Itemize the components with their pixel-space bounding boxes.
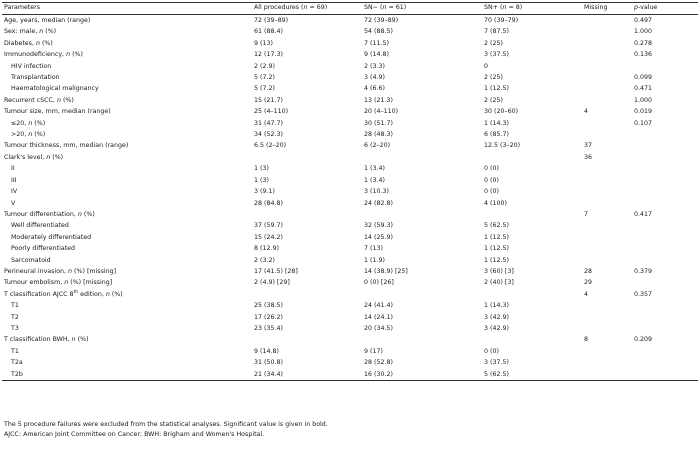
cell-p: 0.357 bbox=[634, 290, 653, 298]
cell-p: 0.278 bbox=[634, 39, 653, 47]
row-label-text: HIV infection bbox=[11, 62, 52, 70]
row-label bbox=[2, 83, 252, 94]
cell-p: 0.497 bbox=[634, 17, 653, 24]
row-label bbox=[2, 61, 252, 72]
row-label-text: T2 bbox=[11, 313, 19, 321]
cell-all: 5 (7.2) bbox=[254, 85, 275, 93]
cell-p bbox=[632, 357, 698, 368]
header-missing: Missing bbox=[584, 4, 608, 11]
row-label-text: Tumour size, mm, median (range) bbox=[4, 108, 111, 116]
cell-miss bbox=[582, 220, 632, 231]
cell-all: 31 (50.8) bbox=[254, 359, 283, 367]
row-label-text: Recurrent cSCC, n (%) bbox=[4, 96, 74, 104]
cell-neg: 14 (38.9) [25] bbox=[364, 267, 408, 275]
table-row bbox=[2, 255, 698, 266]
cell-all: 23 (35.4) bbox=[254, 324, 283, 332]
table-row bbox=[2, 220, 698, 231]
row-label-text: T1 bbox=[11, 302, 19, 310]
row-label-text: Sarcomatoid bbox=[11, 256, 51, 264]
table-row bbox=[2, 300, 698, 311]
cell-p bbox=[632, 312, 698, 323]
cell-miss: 4 bbox=[584, 290, 589, 298]
cell-neg: 1 (1.9) bbox=[364, 256, 385, 264]
cell-miss bbox=[582, 369, 632, 381]
row-label bbox=[2, 346, 252, 357]
cell-p bbox=[632, 300, 698, 311]
cell-all: 28 (84.8) bbox=[254, 199, 283, 207]
table-row bbox=[2, 289, 698, 300]
table-row bbox=[2, 38, 698, 49]
cell-pos bbox=[482, 209, 582, 220]
header-p-value: p-value bbox=[634, 4, 658, 11]
cell-miss bbox=[582, 323, 632, 334]
row-label-text: Transplantation bbox=[11, 74, 60, 82]
row-label-text: Tumour differentiation, n (%) bbox=[4, 210, 95, 218]
table-row bbox=[2, 334, 698, 345]
table-row bbox=[2, 140, 698, 151]
cell-p bbox=[632, 243, 698, 254]
cell-pos: 2 (40) [3] bbox=[484, 279, 514, 287]
cell-all: 61 (88.4) bbox=[254, 28, 283, 36]
cell-neg: 2 (3.3) bbox=[364, 62, 385, 70]
cell-all: 3 (9.1) bbox=[254, 188, 275, 196]
cell-pos: 3 (42.9) bbox=[484, 313, 509, 321]
table-row bbox=[2, 175, 698, 186]
cell-miss bbox=[582, 61, 632, 72]
table-row bbox=[2, 15, 698, 27]
cell-all: 17 (41.5) [28] bbox=[254, 267, 298, 275]
header-sn-negative: SN− (n = 61) bbox=[364, 4, 407, 11]
row-label bbox=[2, 72, 252, 83]
cell-miss bbox=[582, 83, 632, 94]
cell-pos: 3 (37.5) bbox=[484, 359, 509, 367]
row-label-text: T classification BWH, n (%) bbox=[4, 336, 89, 344]
row-label bbox=[2, 95, 252, 106]
cell-miss bbox=[582, 72, 632, 83]
row-label bbox=[2, 129, 252, 140]
cell-neg: 24 (41.4) bbox=[364, 302, 393, 310]
cell-all: 6.5 (2–20) bbox=[254, 142, 287, 150]
cell-p: 0.379 bbox=[634, 267, 653, 275]
cell-all: 25 (4–110) bbox=[254, 108, 289, 116]
table-row bbox=[2, 209, 698, 220]
cell-all: 9 (14.8) bbox=[254, 347, 279, 355]
cell-p bbox=[632, 186, 698, 197]
cell-p bbox=[632, 175, 698, 186]
cell-miss bbox=[582, 49, 632, 60]
cell-neg: 3 (10.3) bbox=[364, 188, 389, 196]
cell-all: 2 (2.9) bbox=[254, 62, 275, 70]
cell-all: 2 (4.9) [29] bbox=[254, 279, 290, 287]
cell-neg: 7 (13) bbox=[364, 245, 383, 253]
cell-pos: 4 (100) bbox=[484, 199, 507, 207]
row-label bbox=[2, 220, 252, 231]
cell-pos: 1 (12.5) bbox=[484, 233, 509, 241]
table-row bbox=[2, 323, 698, 334]
cell-all: 37 (59.7) bbox=[254, 222, 283, 230]
cell-pos: 3 (60) [3] bbox=[484, 267, 514, 275]
row-label bbox=[2, 175, 252, 186]
row-label bbox=[2, 277, 252, 288]
cell-miss: 28 bbox=[584, 267, 593, 275]
table-row bbox=[2, 232, 698, 243]
cell-miss: 4 bbox=[584, 108, 589, 116]
row-label bbox=[2, 198, 252, 209]
table-row bbox=[2, 346, 698, 357]
cell-p bbox=[632, 61, 698, 72]
row-label-text: T2b bbox=[11, 370, 23, 378]
table-row bbox=[2, 357, 698, 368]
cell-p: 1.000 bbox=[634, 96, 653, 104]
cell-miss bbox=[582, 357, 632, 368]
row-label bbox=[2, 369, 252, 381]
cell-all: 17 (26.2) bbox=[254, 313, 283, 321]
table-row bbox=[2, 72, 698, 83]
row-label-text: Immunodeficiency, n (%) bbox=[4, 51, 83, 59]
cell-neg bbox=[362, 209, 482, 220]
row-label-text: Sex: male, n (%) bbox=[4, 28, 57, 36]
cell-all: 5 (7.2) bbox=[254, 74, 275, 82]
cell-miss bbox=[582, 346, 632, 357]
cell-neg bbox=[362, 334, 482, 345]
cell-neg: 1 (3.4) bbox=[364, 165, 385, 173]
row-label bbox=[2, 49, 252, 60]
cell-p bbox=[632, 129, 698, 140]
cell-p: 0.136 bbox=[634, 51, 653, 59]
row-label-text: Perineural invasion, n (%) [missing] bbox=[4, 267, 117, 275]
cell-neg: 30 (51.7) bbox=[364, 119, 393, 127]
cell-neg: 14 (25.9) bbox=[364, 233, 393, 241]
table-row bbox=[2, 106, 698, 117]
cell-pos: 3 (37.5) bbox=[484, 51, 509, 59]
cell-miss bbox=[582, 232, 632, 243]
row-label bbox=[2, 255, 252, 266]
cell-all: 31 (47.7) bbox=[254, 119, 283, 127]
cell-all: 2 (3.2) bbox=[254, 256, 275, 264]
row-label bbox=[2, 152, 252, 163]
cell-miss bbox=[582, 118, 632, 129]
row-label bbox=[2, 163, 252, 174]
cell-neg: 6 (2–20) bbox=[364, 142, 391, 150]
cell-neg: 72 (39–89) bbox=[364, 17, 399, 24]
header-parameters: Parameters bbox=[4, 4, 41, 11]
row-label-text: Tumour embolism, n (%) [missing] bbox=[4, 279, 113, 287]
cell-pos: 1 (12.5) bbox=[484, 256, 509, 264]
cell-pos: 6 (85.7) bbox=[484, 131, 509, 139]
cell-pos bbox=[482, 289, 582, 300]
cell-miss bbox=[582, 129, 632, 140]
cell-all: 25 (38.5) bbox=[254, 302, 283, 310]
row-label-text: Tumour thickness, mm, median (range) bbox=[4, 142, 129, 150]
row-label-text: Diabetes, n (%) bbox=[4, 39, 53, 47]
row-label-text: IV bbox=[11, 188, 18, 196]
row-label bbox=[2, 15, 252, 27]
cell-miss bbox=[582, 175, 632, 186]
table-row bbox=[2, 61, 698, 72]
table-header bbox=[2, 3, 698, 15]
row-label bbox=[2, 209, 252, 220]
cell-miss: 7 bbox=[584, 210, 589, 218]
cell-all bbox=[252, 334, 362, 345]
row-label-text: T classification AJCC 8th edition, n (%) bbox=[4, 289, 123, 298]
cell-all bbox=[252, 152, 362, 163]
cell-pos: 0 (0) bbox=[484, 347, 499, 355]
cell-pos: 1 (12.5) bbox=[484, 245, 509, 253]
cell-all: 1 (3) bbox=[254, 176, 269, 184]
cell-p bbox=[632, 152, 698, 163]
cell-all: 21 (34.4) bbox=[254, 370, 283, 378]
row-label-text: T1 bbox=[11, 347, 19, 355]
cell-p bbox=[632, 232, 698, 243]
cell-neg: 1 (3.4) bbox=[364, 176, 385, 184]
cell-neg bbox=[362, 289, 482, 300]
cell-neg: 24 (82.8) bbox=[364, 199, 393, 207]
cell-neg: 20 (4–110) bbox=[364, 108, 399, 116]
table-row bbox=[2, 49, 698, 60]
cell-miss: 37 bbox=[584, 142, 593, 150]
cell-miss bbox=[582, 300, 632, 311]
row-label bbox=[2, 243, 252, 254]
cell-all: 72 (39–89) bbox=[254, 17, 289, 24]
cell-pos: 2 (25) bbox=[484, 96, 503, 104]
row-label bbox=[2, 334, 252, 345]
cell-pos: 3 (42.9) bbox=[484, 324, 509, 332]
row-label-text: Clark's level, n (%) bbox=[4, 153, 64, 161]
cell-p: 0.417 bbox=[634, 210, 653, 218]
row-label bbox=[2, 106, 252, 117]
cell-pos: 12.5 (3–20) bbox=[484, 142, 521, 150]
table-row bbox=[2, 266, 698, 277]
row-label bbox=[2, 357, 252, 368]
cell-neg: 32 (59.3) bbox=[364, 222, 393, 230]
row-label-text: T2a bbox=[11, 359, 23, 367]
row-label bbox=[2, 26, 252, 37]
cell-neg: 16 (30.2) bbox=[364, 370, 393, 378]
cell-pos: 1 (14.3) bbox=[484, 119, 509, 127]
footnote-abbreviations: AJCC: American Joint Committee on Cancer; BWH: Brigham and Women's Hospital. bbox=[4, 431, 265, 438]
cell-neg bbox=[362, 152, 482, 163]
cell-pos: 7 (87.5) bbox=[484, 28, 509, 36]
cell-all: 15 (21.7) bbox=[254, 96, 283, 104]
cell-p: 0.471 bbox=[634, 85, 653, 93]
header-all-procedures: All procedures (n = 69) bbox=[254, 4, 328, 11]
cell-miss bbox=[582, 186, 632, 197]
cell-pos: 1 (12.5) bbox=[484, 85, 509, 93]
cell-neg: 20 (34.5) bbox=[364, 324, 393, 332]
cell-p bbox=[632, 323, 698, 334]
table-body bbox=[2, 15, 698, 381]
row-label-text: Poorly differentiated bbox=[11, 245, 76, 253]
cell-p bbox=[632, 198, 698, 209]
cell-pos: 0 (0) bbox=[484, 176, 499, 184]
cell-p: 0.107 bbox=[634, 119, 653, 127]
cell-p: 0.099 bbox=[634, 74, 653, 82]
table-row bbox=[2, 152, 698, 163]
footnote-exclusion: The 5 procedure failures were excluded from the statistical analyses. Significant value is given in bold. bbox=[4, 421, 328, 428]
cell-all: 8 (12.9) bbox=[254, 245, 279, 253]
table-row bbox=[2, 163, 698, 174]
cell-p: 1.000 bbox=[634, 28, 653, 36]
row-label-text: >20, n (%) bbox=[11, 131, 46, 139]
cell-miss bbox=[582, 38, 632, 49]
cell-p bbox=[632, 163, 698, 174]
table-row bbox=[2, 26, 698, 37]
cell-pos: 70 (39–79) bbox=[484, 17, 519, 24]
table-row bbox=[2, 198, 698, 209]
cell-neg: 4 (6.6) bbox=[364, 85, 385, 93]
cell-miss bbox=[582, 163, 632, 174]
row-label bbox=[2, 232, 252, 243]
cell-miss bbox=[582, 95, 632, 106]
cell-all: 12 (17.3) bbox=[254, 51, 283, 59]
cell-neg: 54 (88.5) bbox=[364, 28, 393, 36]
row-label-text: ≤20, n (%) bbox=[11, 119, 46, 127]
cell-all: 15 (24.2) bbox=[254, 233, 283, 241]
cell-all: 9 (13) bbox=[254, 39, 273, 47]
row-label bbox=[2, 38, 252, 49]
cell-pos: 30 (20–60) bbox=[484, 108, 519, 116]
cell-neg: 13 (21.3) bbox=[364, 96, 393, 104]
header-sn-positive: SN+ (n = 8) bbox=[484, 4, 523, 11]
cell-pos bbox=[482, 334, 582, 345]
table-row bbox=[2, 277, 698, 288]
row-label bbox=[2, 300, 252, 311]
cell-miss bbox=[582, 312, 632, 323]
cell-p: 0.019 bbox=[634, 108, 653, 116]
cell-p bbox=[632, 277, 698, 288]
row-label bbox=[2, 312, 252, 323]
cell-all bbox=[252, 209, 362, 220]
cell-miss bbox=[582, 26, 632, 37]
row-label bbox=[2, 289, 252, 300]
cell-miss bbox=[582, 255, 632, 266]
cell-neg: 9 (17) bbox=[364, 347, 383, 355]
cell-p bbox=[632, 255, 698, 266]
cell-pos: 2 (25) bbox=[484, 39, 503, 47]
cell-pos: 2 (25) bbox=[484, 74, 503, 82]
table-row bbox=[2, 129, 698, 140]
table-row bbox=[2, 95, 698, 106]
cell-all: 34 (52.3) bbox=[254, 131, 283, 139]
row-label-text: T3 bbox=[11, 324, 19, 332]
row-label-text: V bbox=[11, 199, 16, 207]
cell-pos: 0 bbox=[484, 62, 489, 70]
cell-neg: 9 (14.8) bbox=[364, 51, 389, 59]
cell-pos: 0 (0) bbox=[484, 165, 499, 173]
row-label bbox=[2, 323, 252, 334]
table-row bbox=[2, 118, 698, 129]
table-row bbox=[2, 312, 698, 323]
cell-miss bbox=[582, 243, 632, 254]
cell-p: 0.209 bbox=[634, 336, 653, 344]
cell-neg: 28 (52.8) bbox=[364, 359, 393, 367]
cell-pos: 5 (62.5) bbox=[484, 370, 509, 378]
cell-miss: 29 bbox=[584, 279, 593, 287]
cell-pos: 5 (62.5) bbox=[484, 222, 509, 230]
cell-neg: 3 (4.9) bbox=[364, 74, 385, 82]
table-row bbox=[2, 243, 698, 254]
table-row bbox=[2, 369, 698, 381]
row-label bbox=[2, 266, 252, 277]
cell-neg: 28 (48.3) bbox=[364, 131, 393, 139]
cell-miss: 8 bbox=[584, 336, 589, 344]
row-label bbox=[2, 118, 252, 129]
cell-neg: 7 (11.5) bbox=[364, 39, 389, 47]
cell-p bbox=[632, 140, 698, 151]
row-label-text: II bbox=[11, 165, 15, 173]
cell-miss: 36 bbox=[584, 153, 593, 161]
cell-pos: 1 (14.3) bbox=[484, 302, 509, 310]
row-label bbox=[2, 186, 252, 197]
row-label-text: Moderately differentiated bbox=[11, 233, 92, 241]
cell-p bbox=[632, 346, 698, 357]
cell-miss bbox=[582, 15, 632, 27]
cell-neg: 14 (24.1) bbox=[364, 313, 393, 321]
row-label-text: Age, years, median (range) bbox=[4, 17, 91, 24]
row-label-text: Well differentiated bbox=[11, 222, 69, 230]
cell-all: 1 (3) bbox=[254, 165, 269, 173]
cell-p bbox=[632, 220, 698, 231]
cell-p bbox=[632, 369, 698, 381]
table-row bbox=[2, 83, 698, 94]
cell-pos bbox=[482, 152, 582, 163]
row-label-text: Haematological malignancy bbox=[11, 85, 99, 93]
cell-pos: 0 (0) bbox=[484, 188, 499, 196]
row-label bbox=[2, 140, 252, 151]
row-label-text: III bbox=[11, 176, 17, 184]
cell-neg: 0 (0) [26] bbox=[364, 279, 394, 287]
cell-all bbox=[252, 289, 362, 300]
table-row bbox=[2, 186, 698, 197]
cell-miss bbox=[582, 198, 632, 209]
patient-characteristics-table bbox=[2, 2, 698, 381]
